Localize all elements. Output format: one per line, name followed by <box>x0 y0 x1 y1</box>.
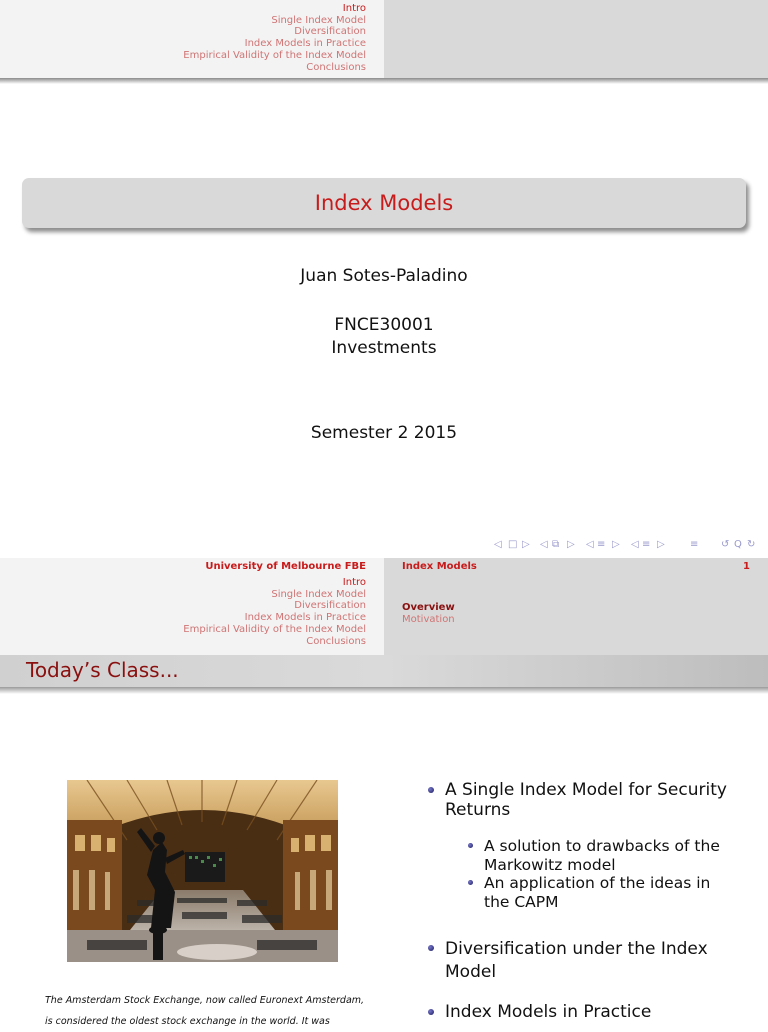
short-title: Index Models <box>402 561 477 572</box>
photo-caption <box>45 990 375 1032</box>
nav-link-single-index-model[interactable]: Single Index Model <box>271 588 366 600</box>
slide1-header-right <box>384 0 768 78</box>
caption-line-1: The Amsterdam Stock Exchange, now called Euronext Amsterdam, <box>45 995 365 1006</box>
nav-link-conclusions[interactable]: Conclusions <box>306 61 366 73</box>
nav-prev-frame-icon[interactable]: ◁ <box>540 539 548 550</box>
nav-link-intro[interactable]: Intro <box>342 577 366 588</box>
page-number: 1 <box>743 561 750 572</box>
subsection-icon: ≡ <box>597 539 606 550</box>
stock-exchange-illustration <box>67 780 338 962</box>
nav-link-single-index-model[interactable]: Single Index Model <box>271 14 366 26</box>
frame-title-shadow <box>0 687 768 694</box>
frame-title-bar <box>0 655 768 687</box>
list-item: A Single Index Model for Security Returns <box>420 780 750 820</box>
sub-list-item: A solution to drawbacks of the Markowitz model <box>460 837 734 874</box>
slide1-section-nav <box>183 3 366 73</box>
nav-link-diversification[interactable]: Diversification <box>294 26 366 38</box>
caption-line-2: is considered the oldest stock exchange in the world. It was <box>45 1016 330 1027</box>
header-shadow <box>0 78 768 84</box>
subsection-nav <box>402 602 455 625</box>
slide1-header <box>0 0 768 78</box>
nav-link-index-models-in-practice[interactable]: Index Models in Practice <box>244 38 366 50</box>
nav-next-subsection-icon[interactable]: ▷ <box>612 539 620 550</box>
nav-link-empirical-validity[interactable]: Empirical Validity of the Index Model <box>183 623 366 635</box>
nav-prev-subsection-icon[interactable]: ◁ <box>586 539 594 550</box>
list-item: Index Models in Practice <box>420 1002 750 1022</box>
nav-link-empirical-validity[interactable]: Empirical Validity of the Index Model <box>183 49 366 61</box>
subsection-link-motivation[interactable]: Motivation <box>402 613 455 625</box>
search-icon[interactable]: Q <box>734 539 742 550</box>
frame-title: Today’s Class... <box>26 658 179 682</box>
nav-link-index-models-in-practice[interactable]: Index Models in Practice <box>244 612 366 624</box>
course-code: FNCE30001 <box>334 315 434 335</box>
back-icon[interactable]: ↺ <box>721 539 730 550</box>
document-outline-icon[interactable]: ≡ <box>690 539 699 550</box>
slide2-header <box>0 558 768 655</box>
presentation-title: Index Models <box>314 191 454 215</box>
slide-icon: □ <box>508 539 518 550</box>
slide2-section-nav <box>183 577 366 647</box>
list-item: Diversification under the Index Model <box>420 938 750 984</box>
stock-exchange-photo <box>67 780 338 962</box>
nav-link-intro[interactable]: Intro <box>342 3 366 14</box>
title-box <box>22 178 746 228</box>
nav-link-diversification[interactable]: Diversification <box>294 600 366 612</box>
forward-icon[interactable]: ↻ <box>747 539 756 550</box>
frame-icon: ⧉ <box>552 539 560 550</box>
nav-prev-section-icon[interactable]: ◁ <box>631 539 639 550</box>
nav-link-conclusions[interactable]: Conclusions <box>306 635 366 647</box>
nav-next-frame-icon[interactable]: ▷ <box>567 539 575 550</box>
course-name: Investments <box>331 338 437 358</box>
institution-name: University of Melbourne FBE <box>205 561 366 572</box>
author-name: Juan Sotes-Paladino <box>300 266 468 286</box>
sub-list-item: An application of the ideas in the CAPM <box>460 874 734 911</box>
beamer-navigation-symbols <box>490 539 764 553</box>
nav-next-section-icon[interactable]: ▷ <box>657 539 665 550</box>
nav-prev-slide-icon[interactable]: ◁ <box>494 539 502 550</box>
section-icon: ≡ <box>642 539 651 550</box>
nav-next-slide-icon[interactable]: ▷ <box>522 539 530 550</box>
subsection-link-overview[interactable]: Overview <box>402 602 455 613</box>
presentation-date: Semester 2 2015 <box>310 423 458 443</box>
